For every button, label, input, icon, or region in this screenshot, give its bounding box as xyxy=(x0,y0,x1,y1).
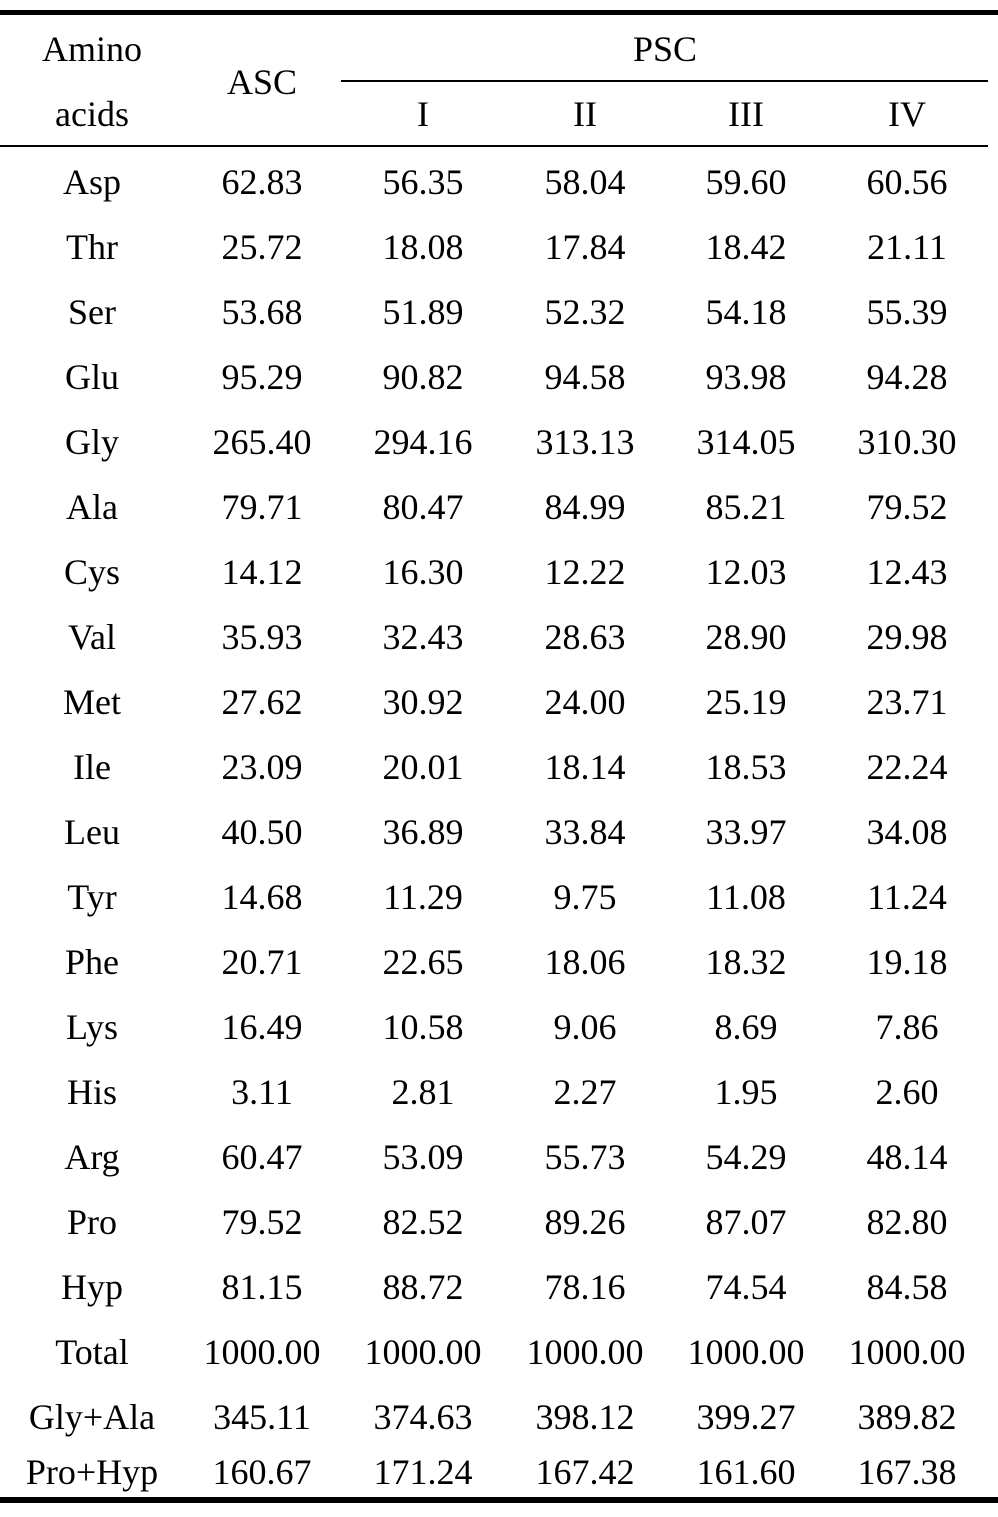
psc-i-value: 53.09 xyxy=(382,1137,464,1177)
psc-ii-value: 33.84 xyxy=(544,812,626,852)
psc-iii-value: 54.18 xyxy=(705,292,787,332)
psc-iv-value: 22.24 xyxy=(866,747,948,787)
psc-ii-value: 1000.00 xyxy=(526,1332,644,1372)
psc-iii-value: 161.60 xyxy=(696,1452,796,1492)
psc-iii-value: 8.69 xyxy=(714,1007,778,1047)
psc-iv-value: 2.60 xyxy=(875,1072,939,1112)
asc-value: 95.29 xyxy=(221,357,303,397)
psc-iv-value: 389.82 xyxy=(857,1397,957,1437)
psc-i-value: 20.01 xyxy=(382,747,464,787)
psc-ii-value: 52.32 xyxy=(544,292,626,332)
asc-value: 60.47 xyxy=(221,1137,303,1177)
psc-iv-value: 82.80 xyxy=(866,1202,948,1242)
amino-acid: Ile xyxy=(73,747,111,787)
psc-i-value: 32.43 xyxy=(382,617,464,657)
psc-iv-value: 55.39 xyxy=(866,292,948,332)
psc-iii-value: 1000.00 xyxy=(687,1332,805,1372)
psc-ii-value: 18.14 xyxy=(544,747,626,787)
header-amino-line2: acids xyxy=(55,94,129,134)
psc-ii-value: 78.16 xyxy=(544,1267,626,1307)
psc-i-value: 90.82 xyxy=(382,357,464,397)
psc-ii-value: 167.42 xyxy=(535,1452,635,1492)
asc-value: 81.15 xyxy=(221,1267,303,1307)
amino-acid: Hyp xyxy=(61,1267,123,1307)
psc-i-value: 374.63 xyxy=(373,1397,473,1437)
psc-iii-value: 54.29 xyxy=(705,1137,787,1177)
header-psc-i: I xyxy=(417,94,429,134)
amino-acid: Pro+Hyp xyxy=(25,1452,159,1492)
psc-iv-value: 34.08 xyxy=(866,812,948,852)
asc-value: 14.68 xyxy=(221,877,303,917)
amino-acid: Phe xyxy=(65,942,119,982)
asc-value: 20.71 xyxy=(221,942,303,982)
asc-value: 79.71 xyxy=(221,487,303,527)
asc-value: 14.12 xyxy=(221,552,303,592)
amino-acid: Cys xyxy=(63,552,121,592)
psc-iii-value: 11.08 xyxy=(706,877,786,917)
psc-i-value: 88.72 xyxy=(382,1267,464,1307)
header-bottom-rule xyxy=(0,145,988,147)
psc-i-value: 36.89 xyxy=(382,812,464,852)
psc-i-value: 171.24 xyxy=(373,1452,473,1492)
asc-value: 1000.00 xyxy=(203,1332,321,1372)
psc-i-value: 2.81 xyxy=(391,1072,455,1112)
psc-ii-value: 94.58 xyxy=(544,357,626,397)
psc-iv-value: 1000.00 xyxy=(848,1332,966,1372)
psc-iv-value: 84.58 xyxy=(866,1267,948,1307)
psc-iii-value: 85.21 xyxy=(705,487,787,527)
psc-i-value: 51.89 xyxy=(382,292,464,332)
psc-iii-value: 87.07 xyxy=(705,1202,787,1242)
psc-i-value: 294.16 xyxy=(373,422,473,462)
psc-iii-value: 74.54 xyxy=(705,1267,787,1307)
psc-i-value: 10.58 xyxy=(382,1007,464,1047)
psc-iv-value: 19.18 xyxy=(866,942,948,982)
psc-i-value: 80.47 xyxy=(382,487,464,527)
psc-iii-value: 1.95 xyxy=(714,1072,778,1112)
amino-acid: Leu xyxy=(64,812,120,852)
bottom-rule xyxy=(0,1497,998,1503)
psc-group-rule xyxy=(341,80,988,82)
psc-iv-value: 167.38 xyxy=(857,1452,957,1492)
psc-ii-value: 58.04 xyxy=(544,162,626,202)
amino-acid: Glu xyxy=(65,357,119,397)
psc-iii-value: 314.05 xyxy=(696,422,796,462)
psc-i-value: 22.65 xyxy=(382,942,464,982)
psc-ii-value: 12.22 xyxy=(544,552,626,592)
psc-ii-value: 2.27 xyxy=(553,1072,617,1112)
psc-iii-value: 59.60 xyxy=(705,162,787,202)
psc-iv-value: 79.52 xyxy=(866,487,948,527)
psc-iv-value: 23.71 xyxy=(866,682,948,722)
psc-ii-value: 89.26 xyxy=(544,1202,626,1242)
asc-value: 3.11 xyxy=(231,1072,293,1112)
amino-acid: His xyxy=(66,1072,117,1112)
asc-value: 265.40 xyxy=(212,422,312,462)
amino-acid: Lys xyxy=(65,1007,118,1047)
psc-iii-value: 25.19 xyxy=(705,682,787,722)
psc-iii-value: 18.32 xyxy=(705,942,787,982)
header-amino-line1: Amino xyxy=(41,29,142,69)
asc-value: 23.09 xyxy=(221,747,303,787)
amino-acid: Asp xyxy=(62,162,121,202)
psc-ii-value: 18.06 xyxy=(544,942,626,982)
psc-i-value: 11.29 xyxy=(383,877,463,917)
psc-iii-value: 18.42 xyxy=(705,227,787,267)
psc-iv-value: 60.56 xyxy=(866,162,948,202)
amino-acid: Ala xyxy=(66,487,118,527)
psc-iii-value: 399.27 xyxy=(696,1397,796,1437)
header-psc-iv: IV xyxy=(888,94,926,134)
psc-iv-value: 21.11 xyxy=(867,227,947,267)
asc-value: 53.68 xyxy=(221,292,303,332)
psc-ii-value: 17.84 xyxy=(544,227,626,267)
psc-iv-value: 7.86 xyxy=(875,1007,939,1047)
psc-ii-value: 398.12 xyxy=(535,1397,635,1437)
header-psc-group: PSC xyxy=(632,29,698,69)
amino-acid: Met xyxy=(63,682,121,722)
psc-ii-value: 55.73 xyxy=(544,1137,626,1177)
amino-acid: Gly+Ala xyxy=(28,1397,156,1437)
amino-acid: Tyr xyxy=(67,877,117,917)
amino-acid: Ser xyxy=(68,292,116,332)
psc-i-value: 1000.00 xyxy=(364,1332,482,1372)
asc-value: 25.72 xyxy=(221,227,303,267)
asc-value: 79.52 xyxy=(221,1202,303,1242)
psc-i-value: 30.92 xyxy=(382,682,464,722)
psc-iv-value: 12.43 xyxy=(866,552,948,592)
psc-iii-value: 93.98 xyxy=(705,357,787,397)
psc-iv-value: 29.98 xyxy=(866,617,948,657)
top-rule xyxy=(0,10,998,15)
psc-i-value: 18.08 xyxy=(382,227,464,267)
asc-value: 16.49 xyxy=(221,1007,303,1047)
amino-acid: Arg xyxy=(64,1137,120,1177)
asc-value: 345.11 xyxy=(213,1397,311,1437)
psc-ii-value: 84.99 xyxy=(544,487,626,527)
psc-iv-value: 94.28 xyxy=(866,357,948,397)
amino-acid: Thr xyxy=(66,227,118,267)
psc-ii-value: 9.06 xyxy=(553,1007,617,1047)
psc-iii-value: 28.90 xyxy=(705,617,787,657)
psc-i-value: 16.30 xyxy=(382,552,464,592)
psc-i-value: 82.52 xyxy=(382,1202,464,1242)
psc-iii-value: 33.97 xyxy=(705,812,787,852)
header-asc: ASC xyxy=(226,62,298,102)
amino-acid: Val xyxy=(68,617,116,657)
asc-value: 27.62 xyxy=(221,682,303,722)
psc-i-value: 56.35 xyxy=(382,162,464,202)
asc-value: 160.67 xyxy=(212,1452,312,1492)
psc-iv-value: 11.24 xyxy=(867,877,947,917)
asc-value: 40.50 xyxy=(221,812,303,852)
psc-iii-value: 12.03 xyxy=(705,552,787,592)
amino-acid: Total xyxy=(55,1332,129,1372)
header-psc-iii: III xyxy=(728,94,764,134)
psc-ii-value: 313.13 xyxy=(535,422,635,462)
psc-ii-value: 28.63 xyxy=(544,617,626,657)
amino-acid: Gly xyxy=(65,422,119,462)
psc-iv-value: 310.30 xyxy=(857,422,957,462)
header-psc-ii: II xyxy=(573,94,597,134)
psc-ii-value: 24.00 xyxy=(544,682,626,722)
psc-iv-value: 48.14 xyxy=(866,1137,948,1177)
asc-value: 35.93 xyxy=(221,617,303,657)
psc-ii-value: 9.75 xyxy=(553,877,617,917)
psc-iii-value: 18.53 xyxy=(705,747,787,787)
amino-acid: Pro xyxy=(66,1202,117,1242)
asc-value: 62.83 xyxy=(221,162,303,202)
